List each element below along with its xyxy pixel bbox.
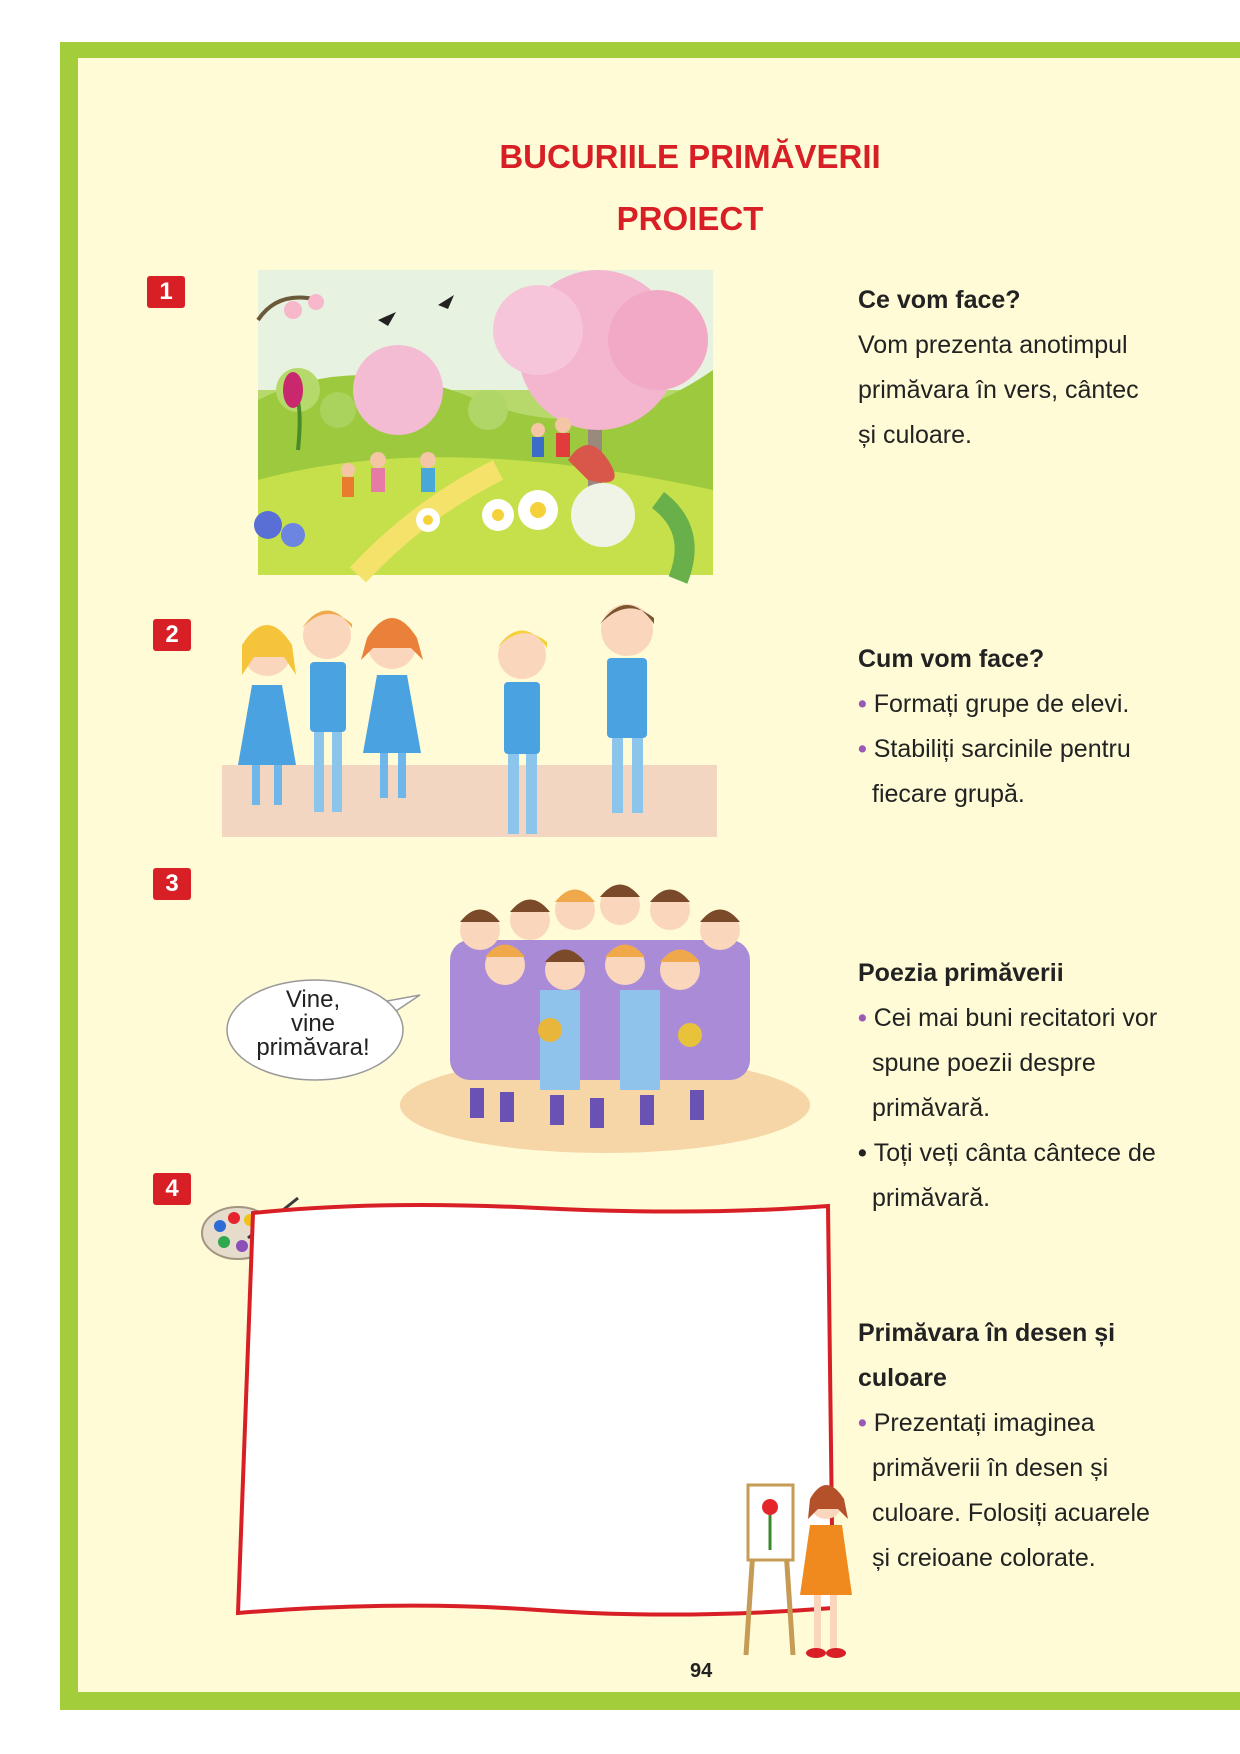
list-item xyxy=(858,682,1158,727)
bullet-icon: • xyxy=(858,1004,874,1032)
bubble-line-3: primăvara! xyxy=(256,1034,370,1061)
section-poetry-bullet-2: Toți veți cânta cântece de primăvară. xyxy=(872,1139,1156,1212)
section-how-bullet-1: Formați grupe de elevi. xyxy=(873,690,1130,718)
bullet-icon: • xyxy=(858,1139,874,1167)
section-what-text: Vom prezenta anotimpul primăvara în vers, cântec și culoare. xyxy=(858,331,1139,449)
section-drawing-heading: Primăvara în desen și culoare xyxy=(858,1319,1116,1392)
bullet-icon: • xyxy=(858,690,874,718)
section-how-bullet-2: Stabiliți sarcinile pentru fiecare grupă. xyxy=(872,735,1131,808)
speech-bubble-text xyxy=(238,988,388,1060)
section-drawing-bullet-1: Prezentați imaginea primăverii în desen și culoare. Folosiți acuarele și creioane colorate. xyxy=(872,1409,1150,1572)
section-what xyxy=(858,278,1158,458)
badge-1: 1 xyxy=(147,276,185,308)
girl-painting-illustration xyxy=(738,1465,858,1665)
section-how-heading: Cum vom face? xyxy=(858,645,1045,673)
badge-2: 2 xyxy=(153,619,191,651)
section-drawing xyxy=(858,1311,1158,1581)
list-item xyxy=(858,1131,1158,1221)
badge-4: 4 xyxy=(153,1173,191,1205)
section-poetry-heading: Poezia primăverii xyxy=(858,959,1064,987)
list-item xyxy=(858,1401,1158,1581)
page-number: 94 xyxy=(690,1660,713,1682)
section-how xyxy=(858,637,1158,817)
bullet-icon: • xyxy=(858,1409,874,1437)
section-poetry-bullet-1: Cei mai buni recitatori vor spune poezii despre primăvară. xyxy=(872,1004,1158,1122)
section-what-heading: Ce vom face? xyxy=(858,286,1021,314)
page-title: BUCURIILE PRIMĂVERII xyxy=(499,138,881,175)
bubble-line-1: Vine, xyxy=(285,986,341,1013)
children-choir-illustration xyxy=(390,860,810,1160)
section-poetry xyxy=(858,951,1158,1221)
spring-landscape-illustration xyxy=(238,250,728,590)
list-item xyxy=(858,996,1158,1131)
pupils-in-uniform-illustration xyxy=(222,590,722,840)
page-subtitle: PROIECT xyxy=(616,200,764,237)
list-item xyxy=(858,727,1158,817)
bullet-icon: • xyxy=(858,735,874,763)
badge-3: 3 xyxy=(153,868,191,900)
bubble-line-2: vine xyxy=(290,1010,336,1037)
